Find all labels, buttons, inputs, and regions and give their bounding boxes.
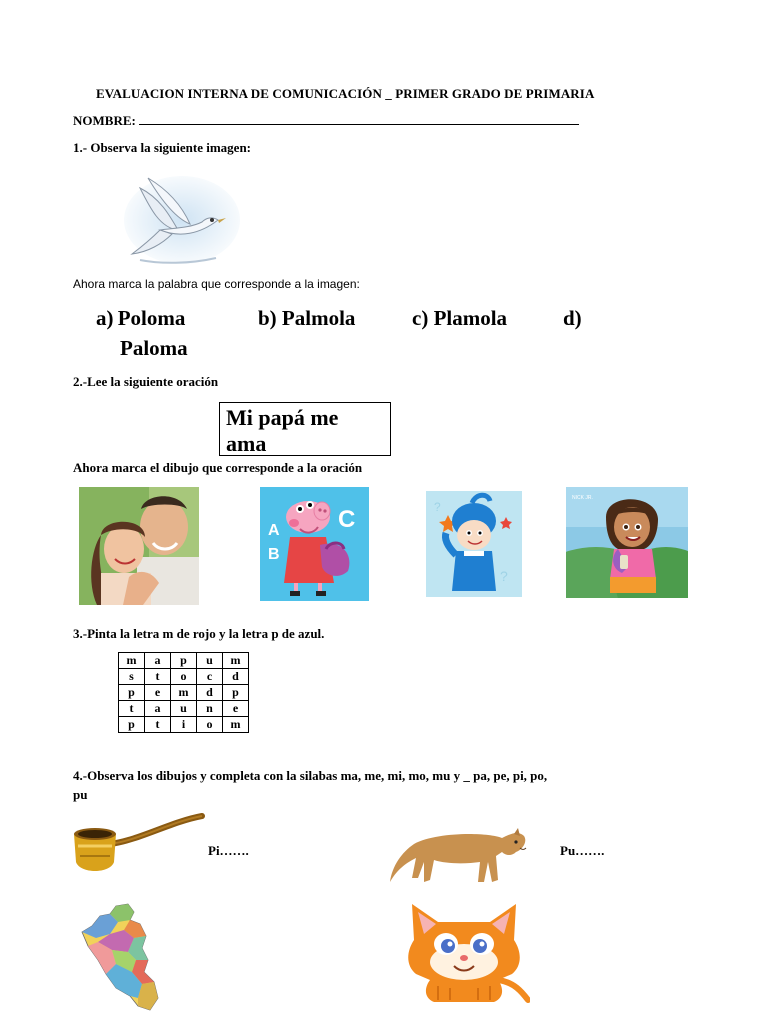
- grid-row: [119, 701, 249, 717]
- grid-cell[interactable]: e: [223, 701, 249, 717]
- svg-text:?: ?: [500, 568, 508, 584]
- grid-cell[interactable]: p: [171, 653, 197, 669]
- grid-cell[interactable]: n: [197, 701, 223, 717]
- grid-cell[interactable]: o: [197, 717, 223, 733]
- question-1-prompt: 1.- Observa la siguiente imagen:: [73, 140, 252, 155]
- name-field[interactable]: [73, 113, 579, 129]
- grid-cell[interactable]: t: [145, 669, 171, 685]
- grid-cell[interactable]: m: [171, 685, 197, 701]
- option-c[interactable]: c) Plamola: [412, 306, 508, 330]
- svg-text:A: A: [268, 522, 280, 539]
- grid-cell[interactable]: u: [171, 701, 197, 717]
- grid-cell[interactable]: d: [223, 669, 249, 685]
- grid-row: [119, 669, 249, 685]
- grid-cell[interactable]: e: [145, 685, 171, 701]
- document-title: EVALUACION INTERNA DE COMUNICACIÓN _ PRIMER GRADO DE PRIMARIA: [96, 86, 595, 101]
- dove-icon: [120, 168, 240, 276]
- grid-cell[interactable]: p: [223, 685, 249, 701]
- grid-cell[interactable]: m: [119, 653, 145, 669]
- name-label: NOMBRE:: [73, 113, 136, 128]
- option-b[interactable]: b) Palmola: [258, 306, 356, 330]
- cat-icon: [398, 900, 530, 1004]
- question-4-prompt-line-1: 4.-Observa los dibujos y completa con la silabas ma, me, mi, mo, mu y _ pa, pe, pi, po,: [73, 768, 548, 783]
- sentence-box: [219, 402, 391, 456]
- grid-cell[interactable]: s: [119, 669, 145, 685]
- option-a[interactable]: a) Poloma: [96, 306, 186, 330]
- grid-cell[interactable]: o: [171, 669, 197, 685]
- grid-cell[interactable]: a: [145, 701, 171, 717]
- puma-icon: [386, 822, 530, 888]
- letter-grid-table: [118, 652, 249, 733]
- option-d[interactable]: d): [563, 306, 582, 330]
- grid-cell[interactable]: t: [145, 717, 171, 733]
- grid-cell[interactable]: a: [145, 653, 171, 669]
- sentence-line-1: Mi papá me: [226, 405, 339, 430]
- letter-grid: [118, 652, 249, 733]
- grid-row: [119, 717, 249, 733]
- question-3-prompt: 3.-Pinta la letra m de rojo y la letra p de azul.: [73, 626, 325, 641]
- grid-cell[interactable]: p: [119, 685, 145, 701]
- father-daughter-photo[interactable]: [79, 487, 199, 605]
- grid-row: [119, 685, 249, 701]
- peru-map-icon: [76, 902, 168, 1014]
- grid-cell[interactable]: c: [197, 669, 223, 685]
- peppa-pig-icon[interactable]: [260, 487, 369, 601]
- question-1-instruction: Ahora marca la palabra que corresponde a la imagen:: [73, 277, 360, 291]
- blank-pu[interactable]: Pu…….: [560, 843, 605, 858]
- grid-cell[interactable]: t: [119, 701, 145, 717]
- question-2-instruction: Ahora marca el dibujo que corresponde a la oración: [73, 460, 363, 475]
- sentence-line-2: ama: [226, 431, 267, 456]
- svg-text:?: ?: [434, 500, 441, 514]
- question-2-prompt: 2.-Lee la siguiente oración: [73, 374, 219, 389]
- dora-icon[interactable]: [566, 487, 688, 598]
- pocoyo-icon[interactable]: [426, 491, 522, 597]
- pipe-icon: [70, 810, 206, 878]
- svg-text:C: C: [338, 506, 356, 533]
- option-d-text[interactable]: Paloma: [120, 336, 188, 360]
- question-4-prompt-line-2: pu: [73, 787, 88, 802]
- grid-cell[interactable]: u: [197, 653, 223, 669]
- svg-text:B: B: [268, 546, 280, 563]
- blank-pi[interactable]: Pi…….: [208, 843, 249, 858]
- grid-row: [119, 653, 249, 669]
- svg-text:NICK JR.: NICK JR.: [572, 495, 593, 501]
- grid-cell[interactable]: d: [197, 685, 223, 701]
- grid-cell[interactable]: p: [119, 717, 145, 733]
- grid-cell[interactable]: m: [223, 717, 249, 733]
- grid-cell[interactable]: m: [223, 653, 249, 669]
- grid-cell[interactable]: i: [171, 717, 197, 733]
- name-blank-line[interactable]: [139, 113, 579, 125]
